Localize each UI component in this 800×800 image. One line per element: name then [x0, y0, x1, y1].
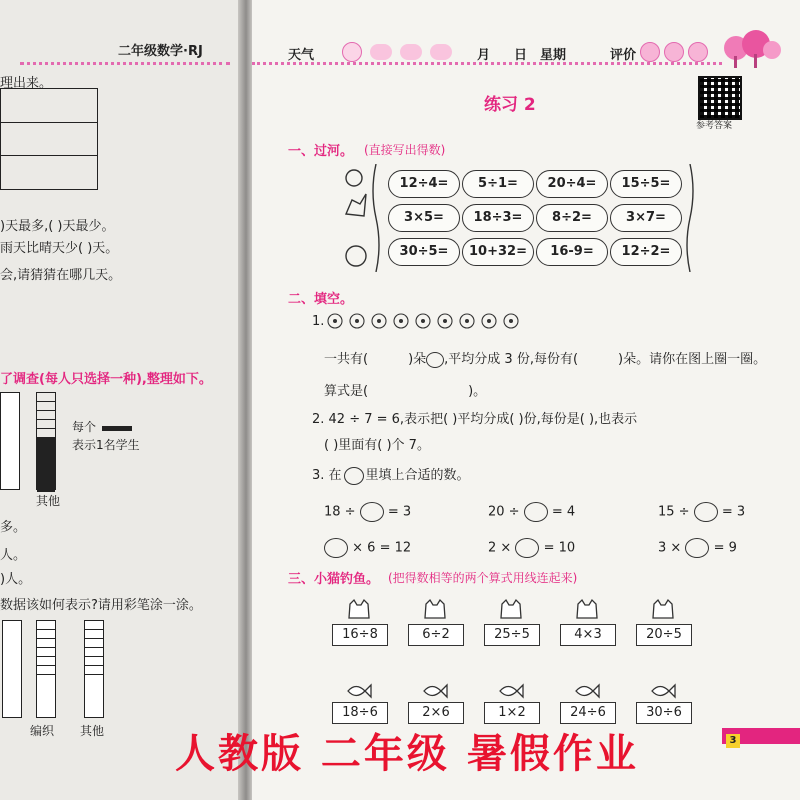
rain-icon	[400, 44, 422, 60]
flower-blank-icon[interactable]	[515, 538, 539, 558]
q1-formula-b: )。	[468, 384, 487, 399]
cat-expression[interactable]: 20÷5	[636, 624, 692, 646]
left-header-line	[20, 62, 230, 65]
rating-face-2-icon	[664, 42, 684, 62]
weekday-label: 星期	[540, 48, 567, 63]
fill-item: 20 ÷ = 4	[488, 502, 575, 522]
calc-bubble: 20÷4=	[536, 170, 608, 198]
left-text-4: 会,请猜猜在哪几天。	[0, 268, 122, 283]
q3-text-a: 3. 在	[312, 468, 342, 483]
cat-icon	[574, 598, 600, 620]
riverbank-right-icon	[684, 164, 696, 272]
right-header-line	[252, 62, 722, 65]
fill-item: 18 ÷ = 3	[324, 502, 411, 522]
left-page	[0, 0, 240, 800]
section3-note: (把得数相等的两个算式用线连起来)	[388, 571, 578, 585]
animals-icon	[342, 164, 372, 272]
fish-icon	[574, 680, 600, 702]
q1-text-b: )朵	[408, 352, 427, 367]
flower-blank-icon[interactable]	[324, 538, 348, 558]
fish-icon	[498, 680, 524, 702]
cat-icon	[498, 598, 524, 620]
fish-expression[interactable]: 1×2	[484, 702, 540, 724]
left-bar-other2	[84, 620, 104, 718]
calc-bubble: 12÷4=	[388, 170, 460, 198]
weather-label: 天气	[288, 48, 315, 63]
left-bar-1	[0, 392, 20, 490]
fish-icon	[422, 680, 448, 702]
q1-text-c: ,平均分成 3 份,每份有(	[444, 352, 579, 367]
q3-line	[312, 464, 470, 485]
left-text-8: )人。	[0, 572, 32, 587]
left-table-box	[0, 88, 98, 190]
flower-icon	[426, 352, 444, 368]
left-text-9: 数据该如何表示?请用彩笔涂一涂。	[0, 598, 202, 613]
q1-text-a: 一共有(	[324, 352, 369, 367]
left-text-1: 理出来。	[0, 76, 53, 91]
calc-bubble: 5÷1=	[462, 170, 534, 198]
q1-formula-a: 算式是(	[324, 384, 369, 399]
month-label: 月	[477, 48, 491, 63]
cat-expression[interactable]: 6÷2	[408, 624, 464, 646]
q1-line1	[324, 348, 766, 368]
section3-title: 三、小猫钓鱼。	[288, 572, 380, 587]
rating-face-3-icon	[688, 42, 708, 62]
fill-item: 15 ÷ = 3	[658, 502, 745, 522]
calc-bubble: 16-9=	[536, 238, 608, 266]
sun-icon	[342, 42, 362, 62]
fill-item: × 6 = 12	[324, 538, 411, 558]
fish-icon	[650, 680, 676, 702]
calc-bubble: 3×7=	[610, 204, 682, 232]
q2-line2: ( )里面有( )个 7。	[324, 438, 430, 453]
left-bar-weave	[36, 620, 56, 718]
calc-bubble: 8÷2=	[536, 204, 608, 232]
riverbank-left-icon	[370, 164, 382, 272]
q2-line1: 2. 42 ÷ 7 = 6,表示把( )平均分成( )份,每份是( ),也表示	[312, 412, 638, 427]
calc-bubble: 3×5=	[388, 204, 460, 232]
cat-expression[interactable]: 16÷8	[332, 624, 388, 646]
cloud-icon	[370, 44, 392, 60]
flower-blank-icon[interactable]	[685, 538, 709, 558]
fish-expression[interactable]: 2×6	[408, 702, 464, 724]
fish-icon	[346, 680, 372, 702]
legend-text-2: 表示1名学生	[72, 438, 140, 452]
q1-number: 1.	[312, 314, 325, 329]
rating-label: 评价	[610, 48, 637, 63]
cat-expression[interactable]: 25÷5	[484, 624, 540, 646]
bar-label-other2: 其他	[80, 724, 105, 738]
flower-blank-icon[interactable]	[524, 502, 548, 522]
exercise-title: 练习 2	[484, 95, 536, 115]
calc-bubble: 30÷5=	[388, 238, 460, 266]
flower-blank-icon[interactable]	[360, 502, 384, 522]
left-bar-other	[36, 392, 56, 490]
fill-item: 3 × = 9	[658, 538, 737, 558]
left-text-5: 了调查(每人只选择一种),整理如下。	[0, 372, 212, 387]
left-bar-2	[2, 620, 22, 718]
promo-banner: 人教版 二年级 暑假作业	[175, 730, 639, 777]
calc-bubble: 18÷3=	[462, 204, 534, 232]
section1-title: 一、过河。	[288, 144, 354, 159]
q3-text-b: 里填上合适的数。	[365, 468, 470, 483]
section1-note: (直接写出得数)	[364, 143, 446, 157]
left-text-7: 人。	[0, 548, 27, 563]
rating-face-1-icon	[640, 42, 660, 62]
cat-expression[interactable]: 4×3	[560, 624, 616, 646]
qr-code-icon[interactable]	[698, 76, 742, 120]
flower-blank-icon[interactable]	[694, 502, 718, 522]
cat-icon	[422, 598, 448, 620]
right-page	[252, 0, 800, 800]
legend-bar-swatch	[102, 426, 132, 431]
flower-blank-icon	[344, 467, 364, 485]
calc-bubble: 15÷5=	[610, 170, 682, 198]
q1-line2	[324, 380, 486, 399]
bar-label-weave: 编织	[30, 724, 55, 738]
section2-title: 二、填空。	[288, 292, 354, 307]
left-header-title: 二年级数学·RJ	[118, 44, 203, 59]
day-label: 日	[514, 48, 528, 63]
fill-item: 2 × = 10	[488, 538, 575, 558]
cat-icon	[650, 598, 676, 620]
cat-icon	[346, 598, 372, 620]
fish-expression[interactable]: 18÷6	[332, 702, 388, 724]
flower-row-icon	[326, 312, 526, 330]
q1-text-d: )朵。请你在图上圈一圈。	[618, 352, 767, 367]
left-text-3: 雨天比晴天少( )天。	[0, 241, 119, 256]
calc-bubble: 10+32=	[462, 238, 534, 266]
left-text-2: )天最多,( )天最少。	[0, 219, 115, 234]
tree-decoration-icon	[722, 30, 782, 68]
left-text-6: 多。	[0, 520, 27, 535]
bar-label-other: 其他	[36, 494, 61, 508]
legend-text-1: 每个	[72, 420, 97, 434]
fish-expression[interactable]: 30÷6	[636, 702, 692, 724]
page-number: 3	[726, 734, 740, 748]
snow-icon	[430, 44, 452, 60]
fish-expression[interactable]: 24÷6	[560, 702, 616, 724]
answer-key-label: 参考答案	[696, 121, 733, 131]
calc-bubble: 12÷2=	[610, 238, 682, 266]
